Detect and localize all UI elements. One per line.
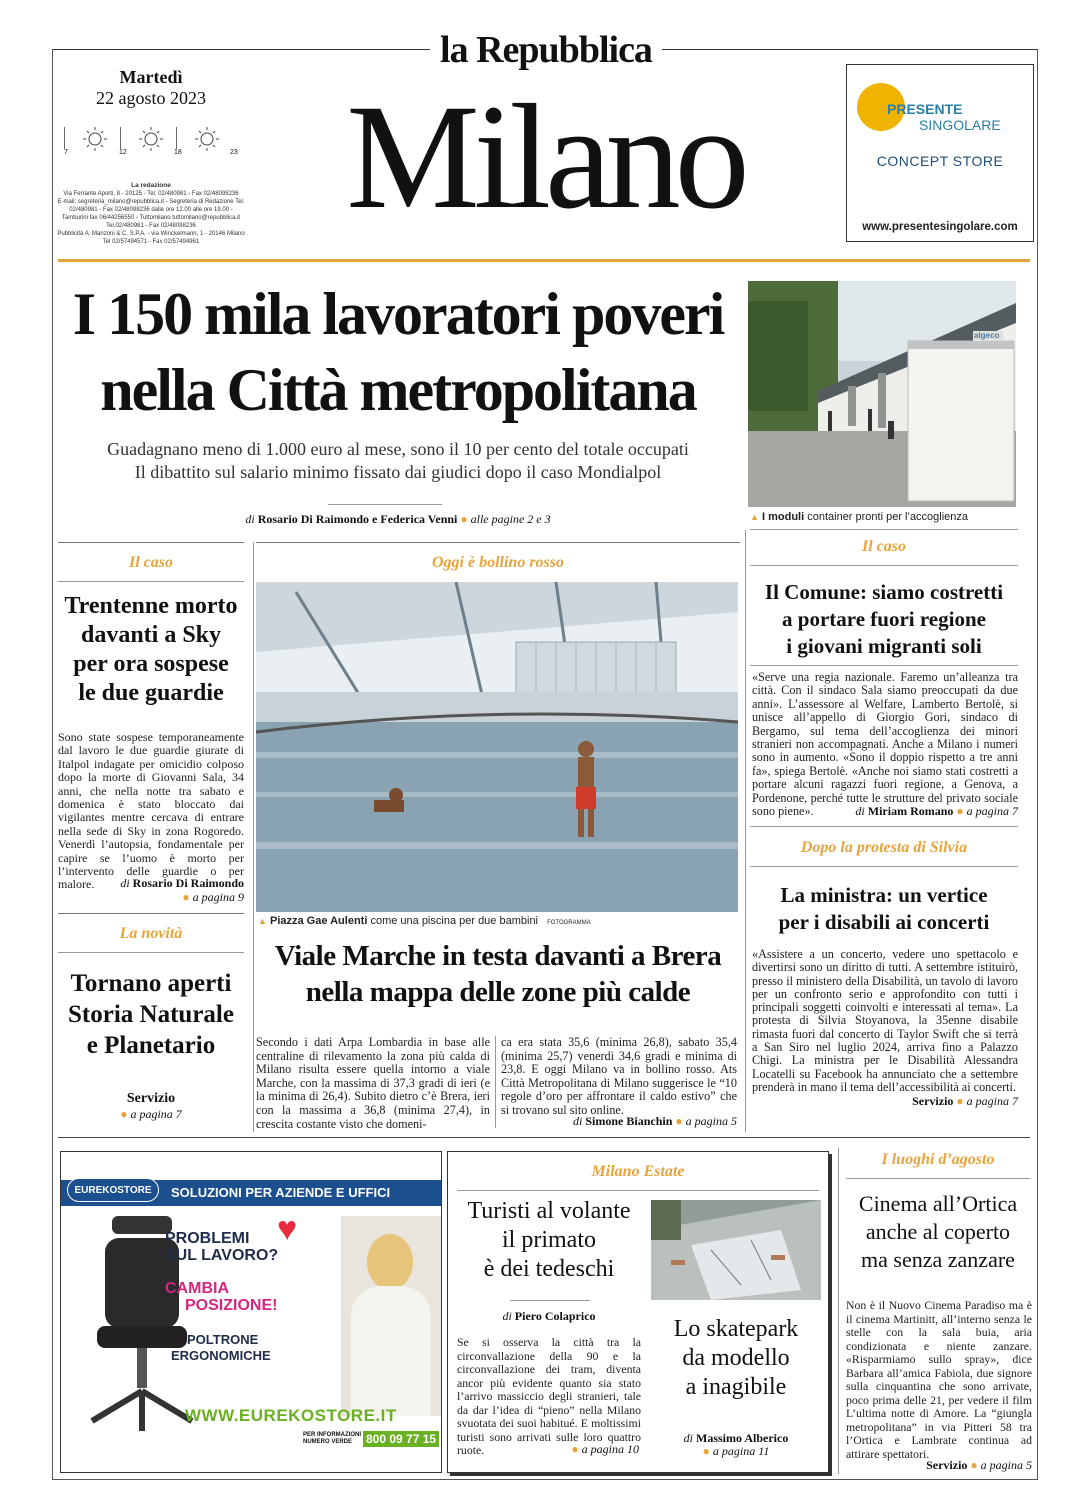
redazione-line: Tel 02/57494571 - Fax 02/57494961 <box>102 239 200 245</box>
headline-line: Storia Naturale <box>68 1001 234 1028</box>
trentenne-page[interactable] <box>58 890 244 905</box>
brand-name: la Repubblica <box>440 29 652 71</box>
byline-author: Massimo Alberico <box>696 1431 789 1445</box>
cinema-byline[interactable] <box>846 1458 1032 1473</box>
migranti-byline[interactable] <box>752 804 1018 819</box>
byline-prefix: di <box>502 1309 512 1323</box>
headline-line: ma senza zanzare <box>861 1247 1015 1272</box>
byline-author: Rosario Di Raimondo <box>132 876 244 890</box>
ministra-kicker: Dopo la protesta di Silvia <box>800 839 968 856</box>
sun-icon <box>134 125 168 153</box>
eurekostore-advertisement[interactable] <box>60 1151 442 1473</box>
redazione-line: Tamburini fax 06/44256550 - Tuttomilano tuttomilano@repubblica.it <box>61 215 241 221</box>
container-photo-illustration <box>748 281 1016 507</box>
caldo-headline[interactable] <box>256 938 740 1010</box>
ad-phone-label: PER INFORMAZIONI <box>303 1432 361 1438</box>
byline-author: Servizio <box>926 1458 968 1472</box>
skate-page[interactable] <box>651 1444 821 1459</box>
headline-line: a portare fuori regione <box>782 607 986 631</box>
turisti-headline[interactable] <box>457 1197 641 1284</box>
redazione-line: 02/480981 - Fax 02/48098236 dalle ore 12.00 alle ore 19.00 - <box>69 207 233 213</box>
ad-url[interactable]: WWW.EUREKOSTORE.IT <box>185 1406 397 1425</box>
trentenne-kicker: Il caso <box>129 554 173 571</box>
byline-pages[interactable]: alle pagine 2 e 3 <box>470 512 551 526</box>
byline-page: a pagina 7 <box>966 804 1018 818</box>
lead-headline-line: I 150 mila lavoratori poveri <box>72 281 724 347</box>
byline-page: a pagina 11 <box>712 1444 770 1458</box>
caption-text: come una piscina per due bambini <box>370 915 538 927</box>
byline-prefix: di <box>855 804 865 818</box>
weather-strip <box>64 125 244 161</box>
ad-tagline: CONCEPT STORE <box>876 153 1004 169</box>
headline-line: davanti a Sky <box>80 622 222 648</box>
skatepark-photo-illustration <box>651 1200 821 1300</box>
byline-page: a pagina 5 <box>980 1458 1032 1472</box>
top-advertisement[interactable] <box>846 64 1034 242</box>
migranti-headline[interactable] <box>750 579 1018 660</box>
orange-dot-icon: ● <box>571 1442 579 1456</box>
headline-line: Trentenne morto <box>64 593 238 619</box>
headline-line: a inagibile <box>685 1374 787 1400</box>
woman-photo <box>341 1216 441 1416</box>
ad-line: ERGONOMICHE <box>171 1348 271 1363</box>
turisti-byline <box>457 1309 641 1324</box>
ad-line: SUL LAVORO? <box>165 1247 279 1264</box>
ad-line: POLTRONE <box>187 1332 259 1347</box>
byline-prefix: di <box>573 1114 583 1128</box>
caldo-col1: Secondo i dati Arpa Lombardia in base alle centraline di rilevamento la zona più calda di Milano risulta essere quella intorno a viale Marche, con la massima di 37,3 gradi di ieri (e la minima di 26,4). Subito dietro c’è Brera, ieri con la massima a 36,8 (minima 27,4), in crescita costante visto che domeni- <box>256 1035 490 1131</box>
ad-phone[interactable]: 800 09 77 15 <box>363 1431 439 1447</box>
triangle-icon: ▲ <box>258 916 267 926</box>
turisti-page[interactable] <box>457 1442 639 1457</box>
novita-page[interactable] <box>58 1107 244 1122</box>
redazione-line: Pubblicità A. Manzoni & C. S.P.A. - via Winckelmann, 1 - 20146 Milano <box>57 231 245 237</box>
skate-headline[interactable] <box>651 1315 821 1402</box>
byline-author: Servizio <box>912 1094 954 1108</box>
sun-icon <box>78 125 112 153</box>
heart-icon: ♥ <box>277 1210 298 1248</box>
caldo-photo <box>256 582 738 912</box>
cinema-body: Non è il Nuovo Cinema Paradiso ma è il cinema Martinitt, all’interno senza le stelle con la sala buia, aria condizionata e niente zanzare. «Risparmiamo sullo spray», dice Barbara all’amica Fabiola, due signore sulla cinquantina che sono arrivate, poco prima delle 21, per vedere il film L’ultima notte di Amore. La “giungla metropolitana” in via Pitteri 58 tra l’Ortica e Lambrate continua ad attirare spettatori. <box>846 1298 1032 1461</box>
date-full: 22 agosto 2023 <box>96 88 206 108</box>
weather-temp: 12 <box>119 149 127 156</box>
redazione-line: E-mail: segreteria_milano@repubblica.it - Segreteria di Redazione Tel. <box>57 199 245 205</box>
ad-brand-line1: PRESENTE <box>887 101 963 117</box>
ad-logo: EUREKOSTORE <box>67 1178 159 1202</box>
byline-prefix: di <box>245 512 255 526</box>
headline-line: Viale Marche in testa davanti a Brera <box>274 940 722 972</box>
byline-author: Miriam Romano <box>867 804 954 818</box>
orange-dot-icon: ● <box>956 1094 964 1108</box>
byline-authors: Rosario Di Raimondo e Federica Venni <box>257 512 458 526</box>
trentenne-headline[interactable] <box>58 592 244 708</box>
city-title: Milano <box>346 74 744 240</box>
byline-page: a pagina 7 <box>966 1094 1018 1108</box>
redazione-block <box>56 182 246 246</box>
turisti-body: Se si osserva la città tra la circonvallazione della 90 e la circonvallazione dei tram, diventa ancor più evidente quanto sia stato l’arrivo massiccio degli stranieri, tale da dar l’idea di “pieno” nella Milano svuotata dei suoi habitué. E moltissimi turisti sono arrivati sulle loro quattro ruote. <box>457 1335 641 1457</box>
ad-line: POSIZIONE! <box>185 1297 278 1314</box>
triangle-icon: ▲ <box>750 512 759 522</box>
caption-text: container pronti per l’accoglienza <box>807 511 969 523</box>
redazione-line: Via Ferrante Aporti, 8 - 20125 - Tel. 02/480981 - Fax 02/48098236 <box>63 191 239 197</box>
sun-icon <box>190 125 224 153</box>
ad-line: PROBLEMI <box>165 1230 250 1247</box>
headline-line: nella mappa delle zone più calde <box>305 976 691 1008</box>
headline-line: Tornano aperti <box>70 970 232 997</box>
trentenne-body: Sono state sospese temporaneamente dal lavoro le due guardie giurate di Italpol indagate per omicidio colposo dopo la morte di Giovanni Sala, 34 anni, che nella notte tra sabato e domenica è stato bloccato dai vigilantes mentre cercava di entrare nella sede di Sky in zona Rogoredo. Venerdì l’autopsia, fondamentale per capire se l’uomo è morto per l’intervento delle guardie o per malore. <box>58 730 244 892</box>
headline-line: è dei tedeschi <box>483 1256 615 1282</box>
lead-byline <box>58 512 738 527</box>
caldo-kicker: Oggi è bollino rosso <box>431 554 564 571</box>
cinema-kicker: I luoghi d’agosto <box>881 1151 995 1168</box>
container-label: algeco <box>974 331 1000 340</box>
ministra-body: «Assistere a un concerto, vedere uno spettacolo e divertirsi sono un diritto di tutti. A settembre istituirò, presso il ministero della Disabilità, un tavolo di lavoro per un confronto serio e approfondito con tutti i principali soggetti coinvolti e interessati al tema». La protesta di Silvia Stoyanova, la 35enne disabile rimasta fuori dal concerto di Taylor Swift che si terrà a San Siro nel luglio 2024, arriva fino a Palazzo Chigi. La ministra per le Disabilità Alessandra Locatelli su Facebook ha annunciato che a settembre prenderà in mano il tema dell’accessibilità ai concerti. <box>752 947 1018 1094</box>
cinema-headline[interactable] <box>846 1190 1030 1274</box>
redazione-title: La redazione <box>131 182 171 189</box>
migranti-body: «Serve una regia nazionale. Faremo un’alleanza tra città. Con il sindaco Sala siamo preoccupati da due anni». L’assessore al Welfare, Lamberto Bertolè, si unisce all’appello di Giorgio Gori, sindaco di Bergamo, sul tema dell’accoglienza dei minori stranieri non accompagnati. Anche a Milano i numeri sono in aumento. «Sono il doppio rispetto a tre anni fa», spiega Bertolè. «Anche noi siamo stati costretti a portare alcuni ragazzi fuori regione, a Genova, a Pordenone, perché tutte le strutture del privato sociale sono piene». <box>752 670 1018 819</box>
orange-dot-icon: ● <box>956 804 964 818</box>
orange-dot-icon: ● <box>675 1114 683 1128</box>
fountain-photo-illustration <box>256 582 738 912</box>
weather-temp: 23 <box>230 149 238 156</box>
novita-headline[interactable] <box>58 968 244 1061</box>
skatepark-photo <box>651 1200 821 1300</box>
ad-banner: SOLUZIONI PER AZIENDE E UFFICI <box>171 1185 391 1200</box>
byline-page: a pagina 5 <box>685 1114 737 1128</box>
headline-line: anche al coperto <box>865 1219 1011 1244</box>
orange-dot-icon: ● <box>460 512 468 526</box>
trentenne-byline <box>58 876 244 891</box>
lead-sub-line: Il dibattito sul salario minimo fissato dai giudici dopo il caso Mondialpol <box>134 462 662 482</box>
byline-prefix: di <box>683 1431 693 1445</box>
date-day: Martedì <box>119 67 183 87</box>
orange-dot-icon: ● <box>702 1444 710 1458</box>
headline-line: Il Comune: siamo costretti <box>764 580 1004 604</box>
byline-author: Piero Colaprico <box>514 1309 596 1323</box>
redazione-line: Tel.02/480981 - Fax 02/48098236 <box>106 223 196 229</box>
lead-headline-line: nella Città metropolitana <box>100 357 696 423</box>
caldo-photo-caption <box>258 915 738 927</box>
headline-line: per ora sospese <box>73 651 229 677</box>
lead-sub-line: Guadagnano meno di 1.000 euro al mese, sono il 10 per cento del totale occupati <box>107 439 689 459</box>
headline-line: La ministra: un vertice <box>780 883 988 907</box>
orange-dot-icon: ● <box>970 1458 978 1472</box>
byline-author: Simone Bianchin <box>585 1114 673 1128</box>
orange-dot-icon: ● <box>182 890 190 904</box>
weather-temp: 7 <box>64 149 68 156</box>
byline-page: a pagina 9 <box>192 890 244 904</box>
lead-photo <box>748 281 1016 507</box>
ad-phone-label: NUMERO VERDE <box>303 1439 353 1445</box>
headline-line: il primato <box>502 1227 596 1253</box>
headline-line: Turisti al volante <box>467 1198 631 1224</box>
caldo-col2: ca era stata 35,6 (minima 26,8), sabato 35,4 (minima 25,7) venerdì 34,6 gradi e minima di 23,8. E oggi Milano va in bollino rosso. Ats Città Metropolitana di Milano suggerisce le “10 regole d’oro per affrontare il caldo estivo” che si trovano sul sito online. <box>501 1035 737 1117</box>
headline-line: Cinema all’Ortica <box>858 1191 1018 1216</box>
novita-kicker: La novità <box>119 925 183 942</box>
migranti-kicker: Il caso <box>862 538 906 555</box>
lead-photo-caption <box>750 511 1016 523</box>
ad-url: www.presentesingolare.com <box>862 221 1018 233</box>
ad-brand-line2: SINGOLARE <box>919 117 1001 133</box>
headline-line: le due guardie <box>78 680 224 706</box>
caption-bold: Piazza Gae Aulenti <box>269 915 368 927</box>
byline-prefix: di <box>120 876 130 890</box>
headline-line: da modello <box>682 1345 790 1371</box>
novita-byline: Servizio <box>126 1091 176 1106</box>
lead-headline[interactable] <box>58 276 738 428</box>
caption-bold: I moduli <box>761 511 805 523</box>
ad-line: CAMBIA <box>165 1280 229 1297</box>
lead-subheadline <box>58 438 738 484</box>
ministra-headline[interactable] <box>750 882 1018 936</box>
headline-line: e Planetario <box>86 1032 216 1059</box>
headline-line: Lo skatepark <box>673 1316 799 1342</box>
masthead-rule <box>58 259 1030 262</box>
estate-kicker: Milano Estate <box>591 1163 685 1180</box>
photo-credit: FOTOGRAMMA <box>547 920 591 926</box>
orange-dot-icon: ● <box>120 1107 128 1121</box>
byline-page: a pagina 7 <box>130 1107 182 1121</box>
caldo-byline[interactable] <box>501 1114 737 1129</box>
byline-page: a pagina 10 <box>581 1442 639 1456</box>
ministra-byline[interactable] <box>752 1094 1018 1109</box>
headline-line: per i disabili ai concerti <box>778 910 990 934</box>
weather-temp: 18 <box>174 149 182 156</box>
headline-line: i giovani migranti soli <box>786 634 982 658</box>
